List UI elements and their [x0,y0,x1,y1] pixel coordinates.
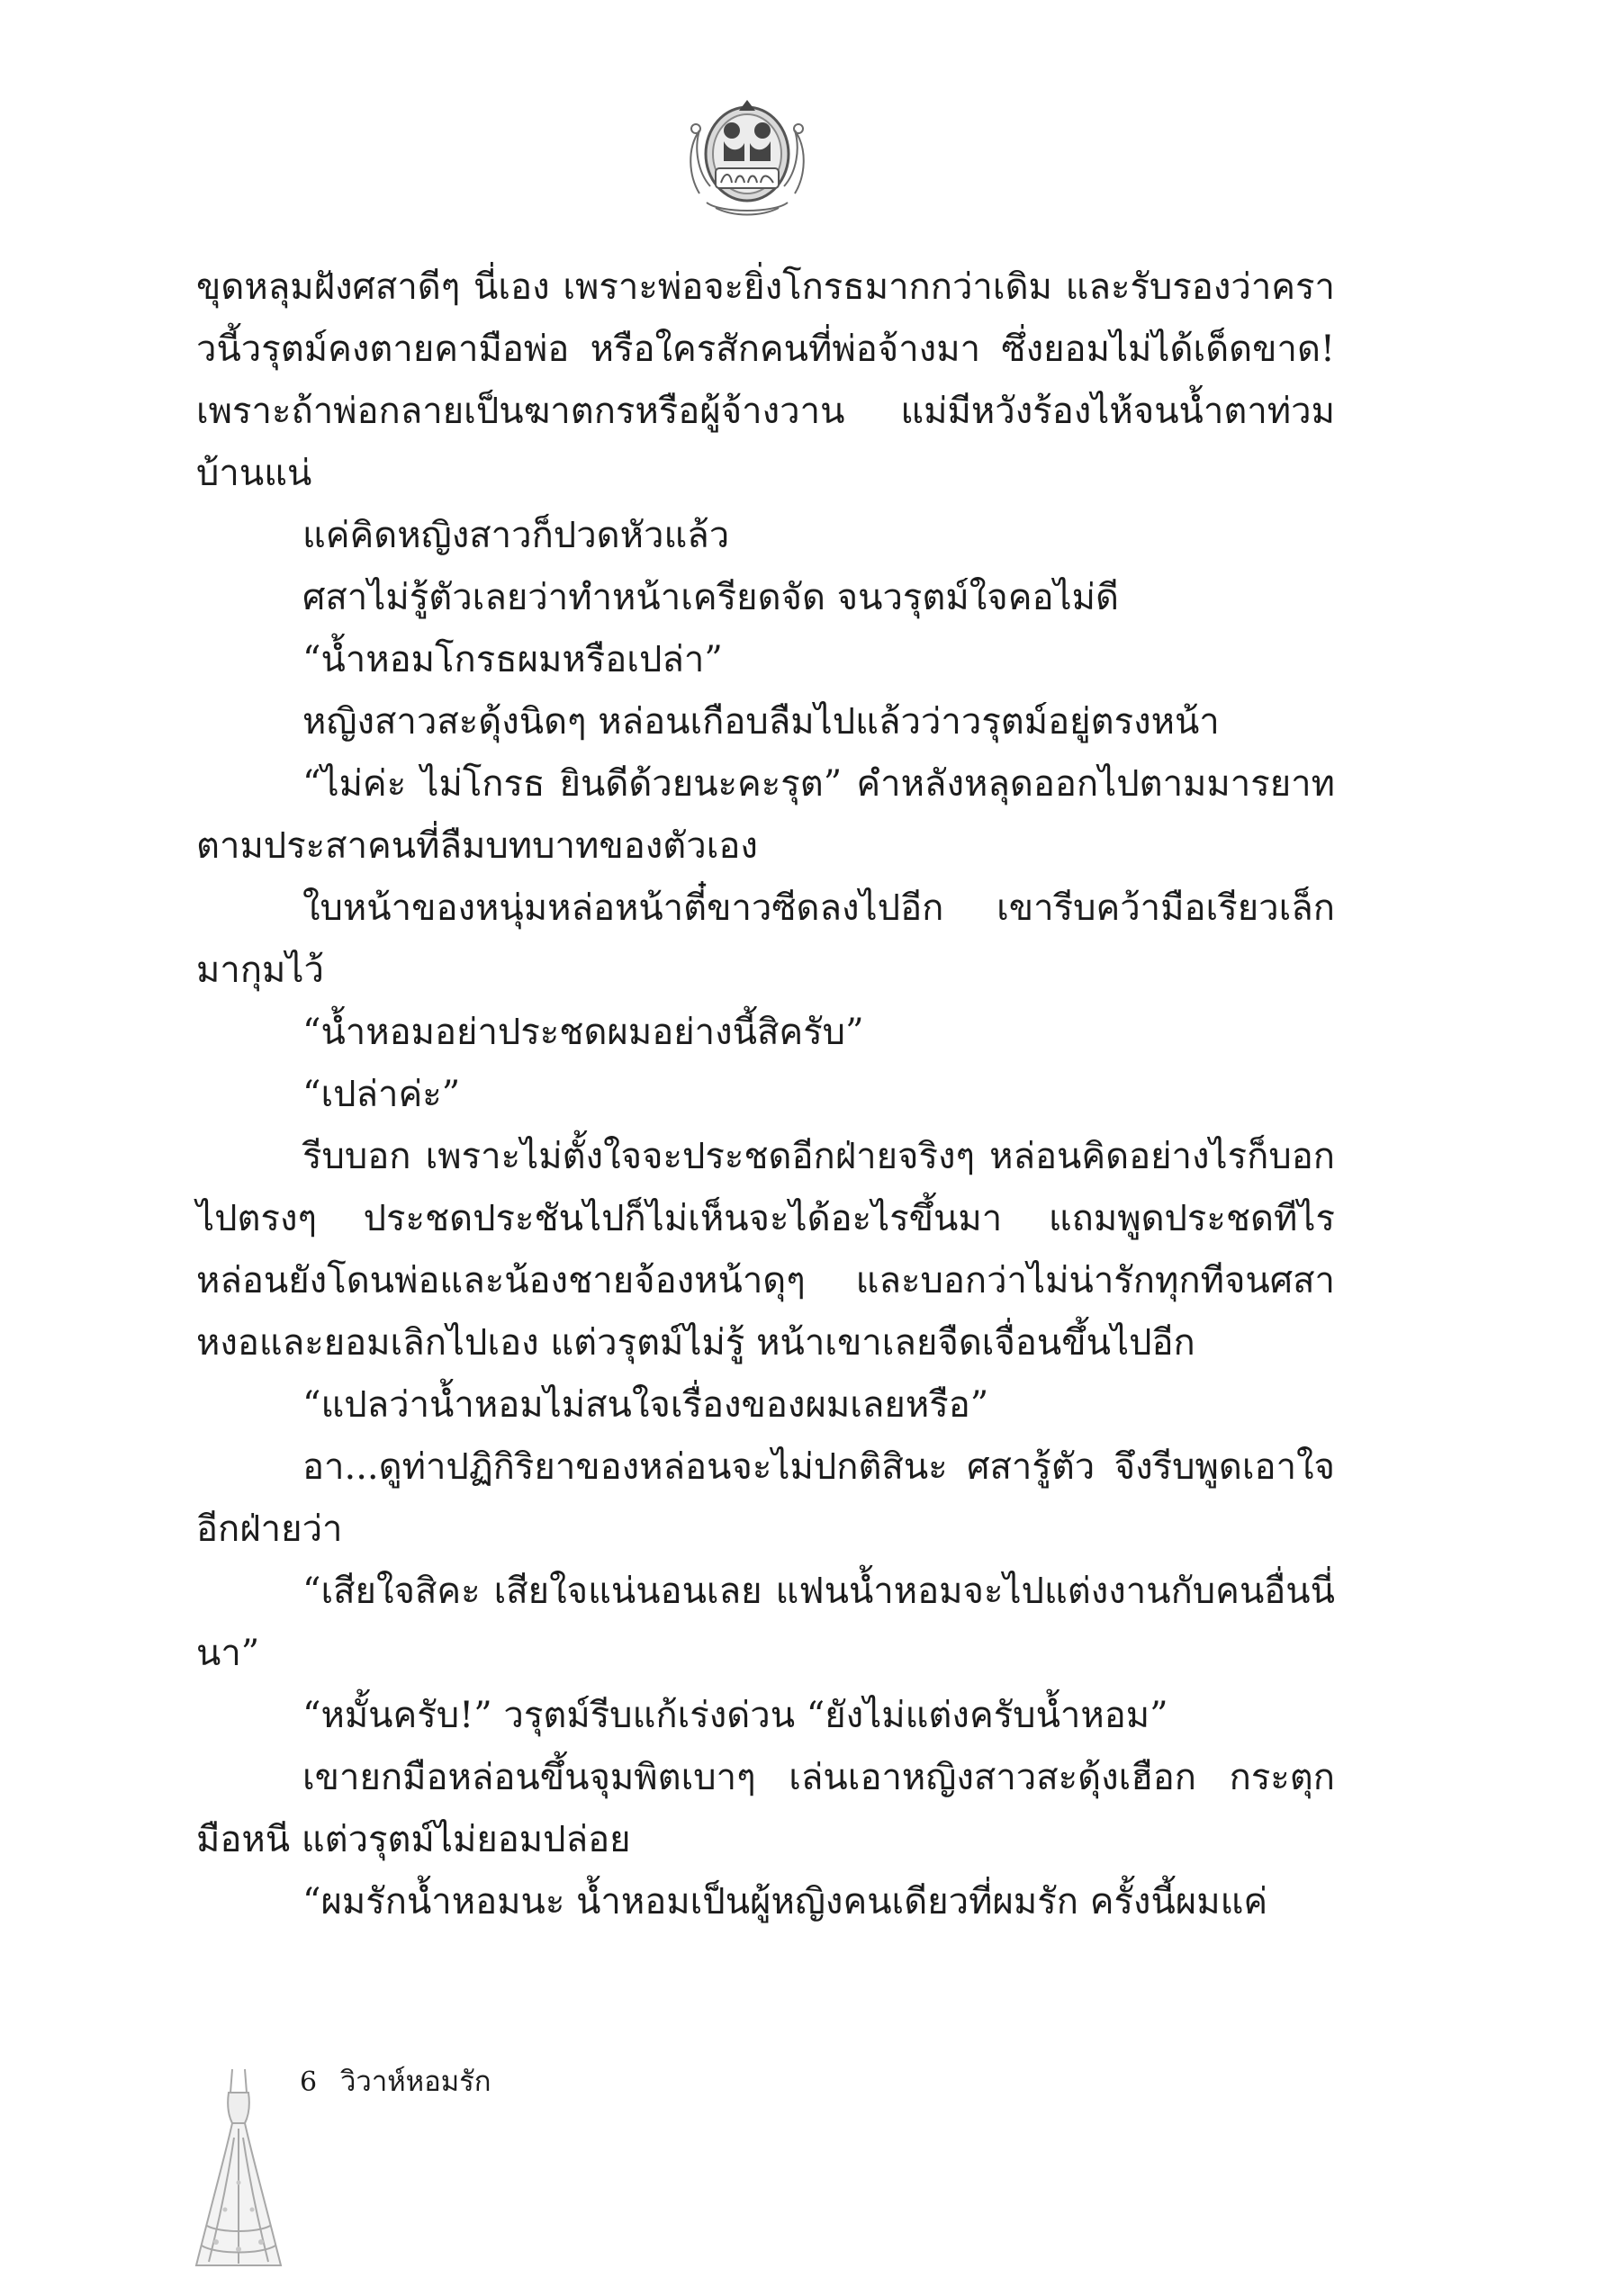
dialogue-line: “หมั้นครับ!” วรุตม์รีบแก้เร่งด่วน “ยังไม่แต่งครับน้ำหอม” [302,1695,1168,1736]
paragraph: หญิงสาวสะดุ้งนิดๆ หล่อนเกือบลืมไปแล้วว่าวรุตม์อยู่ตรงหน้า [302,701,1220,743]
paragraph: แค่คิดหญิงสาวก็ปวดหัวแล้ว [302,515,730,556]
dialogue-line: “ผมรักน้ำหอมนะ น้ำหอมเป็นผู้หญิงคนเดียวที่ผมรัก ครั้งนี้ผมแค่ [302,1881,1268,1922]
ornate-crest-logo [680,86,815,221]
dialogue-line: “เสียใจสิคะ เสียใจแน่นอนเลย แฟนน้ำหอมจะไปแต่งงานกับคนอื่นนี่นา” [196,1571,1335,1674]
book-title: วิวาห์หอมรัก [340,2066,491,2098]
paragraph: รีบบอก เพราะไม่ตั้งใจจะประชดอีกฝ่ายจริงๆ หล่อนคิดอย่างไรก็บอกไปตรงๆ ประชดประชันไปก็ไม่เห็นจะได้อะไรขึ้นมา แถมพูดประชดทีไร หล่อนยังโดนพ่อและน้องชายจ้องหน้าดุๆ และบอกว่าไม่น่ารักทุกทีจนศสาหงอและยอมเลิกไปเอง แต่วรุตม์ไม่รู้ หน้าเขาเลยจืดเจื่อนขึ้นไปอีก [196,1136,1335,1364]
dialogue-line: “ไม่ค่ะ ไม่โกรธ ยินดีด้วยนะคะรุต” คำหลังหลุดออกไปตามมารยาทตามประสาคนที่ลืมบทบาทของตัวเอง [196,763,1335,867]
dialogue-line: “แปลว่าน้ำหอมไม่สนใจเรื่องของผมเลยหรือ” [302,1384,989,1426]
body-text [196,257,1335,1933]
dialogue-line: “น้ำหอมโกรธผมหรือเปล่า” [302,639,723,680]
page-footer [189,2066,729,2273]
paragraph: เขายกมือหล่อนขึ้นจุมพิตเบาๆ เล่นเอาหญิงสาวสะดุ้งเฮือก กระตุกมือหนี แต่วรุตม์ไม่ยอมปล่อย [196,1757,1335,1860]
paragraph: ขุดหลุมฝังศสาดีๆ นี่เอง เพราะพ่อจะยิ่งโกรธมากกว่าเดิม และรับรองว่าคราวนี้วรุตม์คงตายคามือพ่อ หรือใครสักคนที่พ่อจ้างมา ซึ่งยอมไม่ได้เด็ดขาด! เพราะถ้าพ่อกลายเป็นฆาตกรหรือผู้จ้างวาน แม่มีหวังร้องไห้จนน้ำตาท่วมบ้านแน่ [196,266,1335,494]
wedding-dress-icon [189,2066,288,2273]
paragraph: ใบหน้าของหนุ่มหล่อหน้าตี๋ขาวซีดลงไปอีก เขารีบคว้ามือเรียวเล็กมากุมไว้ [196,887,1335,991]
paragraph: อา...ดูท่าปฏิกิริยาของหล่อนจะไม่ปกติสินะ ศสารู้ตัว จึงรีบพูดเอาใจอีกฝ่ายว่า [196,1446,1335,1550]
dialogue-line: “เปล่าค่ะ” [302,1074,461,1115]
paragraph: ศสาไม่รู้ตัวเลยว่าทำหน้าเครียดจัด จนวรุตม์ใจคอไม่ดี [302,577,1119,618]
page-number: 6 [300,2066,318,2098]
dialogue-line: “น้ำหอมอย่าประชดผมอย่างนี้สิครับ” [302,1012,864,1053]
